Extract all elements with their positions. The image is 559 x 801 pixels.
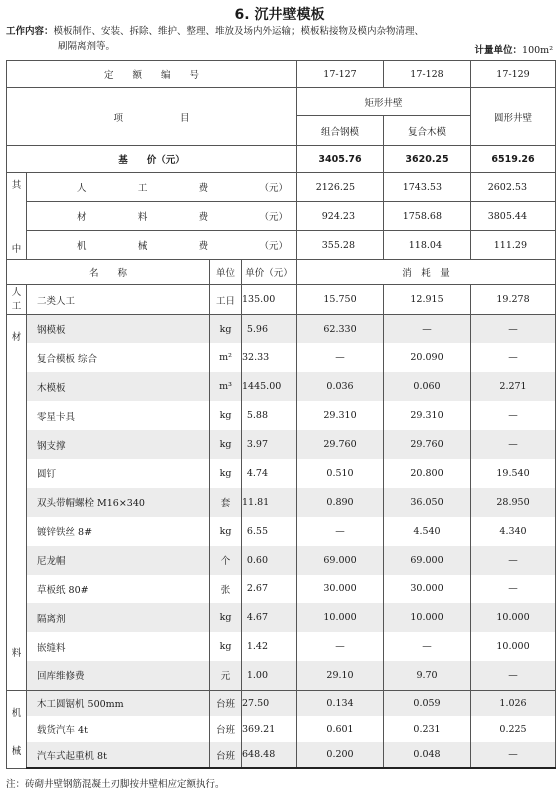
material-value: 0.060 <box>384 372 471 401</box>
labor-value: 19.278 <box>471 285 556 315</box>
col-name-header: 名 称 <box>7 260 210 285</box>
material-value: 69.000 <box>297 546 384 575</box>
cost-name-part: （元） <box>259 241 288 252</box>
material-name: 草板纸 80# <box>27 575 210 604</box>
cost-name-part: 人 <box>77 183 87 194</box>
material-row <box>7 315 556 344</box>
item-header-row <box>7 88 556 116</box>
machine-side-text <box>7 705 26 757</box>
material-side-bottom: 料 <box>11 648 22 659</box>
material-name: 零星卡具 <box>27 401 210 430</box>
cost-name-part: 工 <box>137 183 148 194</box>
cost-value: 3805.44 <box>471 202 556 231</box>
material-value: 30.000 <box>384 575 471 604</box>
material-value: 29.760 <box>384 430 471 459</box>
machine-name: 载货汽车 4t <box>27 716 210 742</box>
material-price: 4.67 <box>242 603 297 632</box>
material-unit: 个 <box>210 546 242 575</box>
labor-row <box>7 285 556 315</box>
labor-value: 15.750 <box>297 285 384 315</box>
machine-value: 0.200 <box>297 742 384 768</box>
round-wall-label: 圆形井壁 <box>471 88 556 146</box>
machine-row <box>7 716 556 742</box>
labor-name: 二类人工 <box>27 285 210 315</box>
machine-value: 0.601 <box>297 716 384 742</box>
material-price: 5.96 <box>242 315 297 344</box>
cost-name-part: 材 <box>77 212 87 223</box>
material-row <box>7 343 556 372</box>
machine-value: 0.225 <box>471 716 556 742</box>
page-title: 6. 沉井壁模板 <box>234 7 325 23</box>
material-unit: kg <box>210 459 242 488</box>
material-unit: kg <box>210 401 242 430</box>
cost-value: 924.23 <box>297 202 384 231</box>
machine-value: 0.059 <box>384 690 471 716</box>
material-name: 尼龙帽 <box>27 546 210 575</box>
material-value: 29.10 <box>297 661 384 690</box>
machine-unit: 台班 <box>210 716 242 742</box>
material-value: — <box>471 430 556 459</box>
material-row <box>7 430 556 459</box>
material-value: 36.050 <box>384 488 471 517</box>
machine-row <box>7 690 556 716</box>
cost-name-parts <box>27 180 296 194</box>
quota-code-1: 17-127 <box>297 61 384 88</box>
work-content-line2: 刷隔离剂等。 <box>58 41 116 52</box>
quota-code-3: 17-129 <box>471 61 556 88</box>
material-value: 29.310 <box>297 401 384 430</box>
material-name: 钢支撑 <box>27 430 210 459</box>
material-value: — <box>471 575 556 604</box>
machine-side-label <box>7 690 27 768</box>
material-price: 1445.00 <box>242 372 297 401</box>
material-row <box>7 517 556 546</box>
cost-side-top: 其 <box>11 180 22 191</box>
material-value: 2.271 <box>471 372 556 401</box>
material-value: 0.036 <box>297 372 384 401</box>
material-row <box>7 632 556 661</box>
material-value: 30.000 <box>297 575 384 604</box>
material-row <box>7 401 556 430</box>
cost-name-part: 料 <box>137 212 148 223</box>
material-row <box>7 575 556 604</box>
measure-unit-label: 计量单位： <box>474 45 523 56</box>
material-name: 镀锌铁丝 8# <box>27 517 210 546</box>
base-price-3: 6519.26 <box>471 146 556 173</box>
cost-value: 1743.53 <box>384 173 471 202</box>
machine-unit: 台班 <box>210 690 242 716</box>
material-name: 双头带帽螺栓 M16×340 <box>27 488 210 517</box>
cost-side-bottom: 中 <box>11 244 22 255</box>
material-unit: kg <box>210 632 242 661</box>
machine-side-top: 机 <box>11 707 22 719</box>
material-value: — <box>471 343 556 372</box>
material-row <box>7 488 556 517</box>
col-consume-header: 消 耗 量 <box>297 260 556 285</box>
machine-price: 648.48 <box>242 742 297 768</box>
material-value: — <box>297 343 384 372</box>
base-price-row <box>7 146 556 173</box>
footnote: 注：砖砌井壁钢筋混凝土刃脚按井壁相应定额执行。 <box>6 779 225 790</box>
material-value: 62.330 <box>297 315 384 344</box>
material-value: 0.890 <box>297 488 384 517</box>
material-price: 5.88 <box>242 401 297 430</box>
material-name: 回库维修费 <box>27 661 210 690</box>
cost-name-part: 费 <box>198 183 209 194</box>
material-unit: kg <box>210 603 242 632</box>
material-unit: m² <box>210 343 242 372</box>
machine-value: 0.231 <box>384 716 471 742</box>
material-value: 10.000 <box>471 603 556 632</box>
cost-name-part: （元） <box>259 183 288 194</box>
labor-side-bottom: 工 <box>11 300 22 312</box>
material-row <box>7 546 556 575</box>
material-value: 10.000 <box>384 603 471 632</box>
material-value: — <box>297 517 384 546</box>
cost-value: 111.29 <box>471 231 556 260</box>
steel-formwork-label: 组合钢模 <box>297 116 384 146</box>
work-content-label: 工作内容： <box>6 26 54 37</box>
material-value: 4.340 <box>471 517 556 546</box>
machine-value: 0.048 <box>384 742 471 768</box>
material-value: 69.000 <box>384 546 471 575</box>
material-value: 0.510 <box>297 459 384 488</box>
labor-unit: 工日 <box>210 285 242 315</box>
item-label: 项 目 <box>7 88 297 146</box>
base-price-label: 基 价（元） <box>7 146 297 173</box>
quota-code-label: 定 额 编 号 <box>7 61 297 88</box>
machine-name: 木工圆锯机 500mm <box>27 690 210 716</box>
col-unit-header: 单位 <box>210 260 242 285</box>
material-value: 9.70 <box>384 661 471 690</box>
cost-name-parts <box>27 238 296 252</box>
material-price: 2.67 <box>242 575 297 604</box>
labor-side-label <box>7 285 27 315</box>
material-name: 复合模板 综合 <box>27 343 210 372</box>
base-price-1: 3405.76 <box>297 146 384 173</box>
cost-value: 118.04 <box>384 231 471 260</box>
cost-side-label <box>7 173 27 260</box>
cost-side-text <box>7 177 26 255</box>
quota-code-row <box>7 61 556 88</box>
material-price: 32.33 <box>242 343 297 372</box>
cost-name-parts <box>27 209 296 223</box>
cost-row <box>7 202 556 231</box>
machine-price: 27.50 <box>242 690 297 716</box>
base-price-2: 3620.25 <box>384 146 471 173</box>
material-value: — <box>384 315 471 344</box>
cost-name <box>27 173 297 202</box>
machine-price: 369.21 <box>242 716 297 742</box>
material-price: 0.60 <box>242 546 297 575</box>
labor-price: 135.00 <box>242 285 297 315</box>
material-side-text <box>7 329 26 659</box>
material-unit: 张 <box>210 575 242 604</box>
material-unit: m³ <box>210 372 242 401</box>
cost-name-part: 机 <box>77 241 87 252</box>
material-price: 1.42 <box>242 632 297 661</box>
cost-row <box>7 173 556 202</box>
machine-value: 1.026 <box>471 690 556 716</box>
material-row <box>7 661 556 690</box>
material-value: — <box>471 401 556 430</box>
labor-value: 12.915 <box>384 285 471 315</box>
rect-wall-label: 矩形井壁 <box>297 88 471 116</box>
material-price: 3.97 <box>242 430 297 459</box>
work-content <box>6 24 546 54</box>
machine-value: — <box>471 742 556 768</box>
material-price: 11.81 <box>242 488 297 517</box>
material-unit: 套 <box>210 488 242 517</box>
material-name: 钢模板 <box>27 315 210 344</box>
material-value: — <box>471 546 556 575</box>
material-value: 10.000 <box>297 603 384 632</box>
cost-value: 2126.25 <box>297 173 384 202</box>
cost-name-part: 械 <box>137 241 148 252</box>
material-row <box>7 372 556 401</box>
material-row <box>7 603 556 632</box>
material-value: — <box>297 632 384 661</box>
labor-side-top: 人 <box>11 286 22 298</box>
cost-name-part: 费 <box>198 212 209 223</box>
material-unit: kg <box>210 517 242 546</box>
quota-code-2: 17-128 <box>384 61 471 88</box>
material-value: 4.540 <box>384 517 471 546</box>
machine-side-bottom: 械 <box>11 745 22 757</box>
work-content-line1: 模板制作、安装、拆除、维护、整理、堆放及场内外运输；模板粘接物及模内杂物清理、 <box>53 26 425 37</box>
measure-unit <box>475 42 553 56</box>
material-price: 4.74 <box>242 459 297 488</box>
material-value: 29.310 <box>384 401 471 430</box>
consume-header-row <box>7 260 556 285</box>
material-value: 29.760 <box>297 430 384 459</box>
material-side-label <box>7 315 27 691</box>
material-value: — <box>471 661 556 690</box>
cost-value: 355.28 <box>297 231 384 260</box>
cost-name <box>27 202 297 231</box>
material-row <box>7 459 556 488</box>
composite-wood-label: 复合木模 <box>384 116 471 146</box>
material-unit: kg <box>210 430 242 459</box>
material-value: 19.540 <box>471 459 556 488</box>
material-value: 10.000 <box>471 632 556 661</box>
machine-value: 0.134 <box>297 690 384 716</box>
cost-name-part: （元） <box>259 212 288 223</box>
material-value: 20.090 <box>384 343 471 372</box>
material-value: 20.800 <box>384 459 471 488</box>
material-side-top: 材 <box>11 332 22 343</box>
cost-name <box>27 231 297 260</box>
material-price: 6.55 <box>242 517 297 546</box>
material-unit: kg <box>210 315 242 344</box>
material-value: — <box>471 315 556 344</box>
material-name: 圆钉 <box>27 459 210 488</box>
col-price-header: 单价（元） <box>242 260 297 285</box>
material-name: 嵌缝料 <box>27 632 210 661</box>
cost-value: 1758.68 <box>384 202 471 231</box>
material-unit: 元 <box>210 661 242 690</box>
cost-name-part: 费 <box>198 241 209 252</box>
material-value: — <box>384 632 471 661</box>
material-name: 木模板 <box>27 372 210 401</box>
material-value: 28.950 <box>471 488 556 517</box>
cost-row <box>7 231 556 260</box>
measure-unit-value: 100m² <box>522 45 553 56</box>
machine-row <box>7 742 556 768</box>
machine-unit: 台班 <box>210 742 242 768</box>
quota-table <box>6 60 556 769</box>
material-price: 1.00 <box>242 661 297 690</box>
machine-name: 汽车式起重机 8t <box>27 742 210 768</box>
material-name: 隔离剂 <box>27 603 210 632</box>
cost-value: 2602.53 <box>471 173 556 202</box>
